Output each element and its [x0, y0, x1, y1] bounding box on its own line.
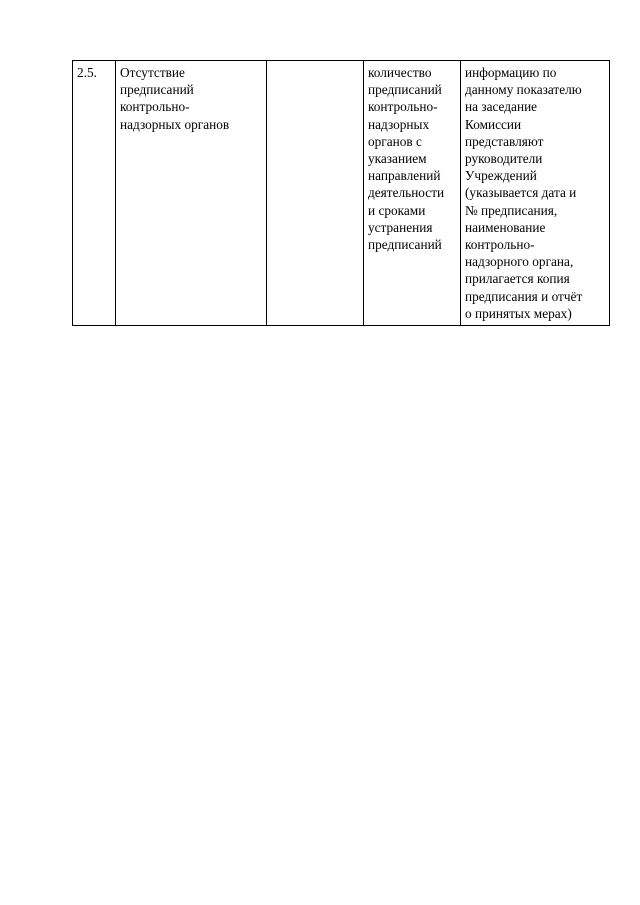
source-line: наименование [465, 219, 546, 235]
criteria-table [72, 60, 610, 326]
indicator-cell [116, 61, 267, 326]
indicator-line: контрольно- [120, 99, 190, 115]
source-line: Учреждений [465, 168, 537, 184]
row-number: 2.5. [77, 65, 97, 80]
empty-cell [267, 61, 364, 326]
indicator-line: надзорных органов [120, 116, 230, 132]
source-line: представляют [465, 133, 544, 149]
source-line: № предписания, [465, 202, 558, 218]
source-line: надзорного органа, [465, 254, 574, 270]
row-number-cell [73, 61, 116, 326]
table-row [73, 61, 610, 326]
source-line: о принятых мерах) [465, 305, 572, 321]
indicator-line: предписаний [120, 82, 194, 98]
source-line: на заседание [465, 99, 538, 115]
measure-line: предписаний [368, 237, 442, 253]
measure-line: контрольно- [368, 99, 438, 115]
source-line: Комиссии [465, 116, 522, 132]
measure-line: количество [368, 65, 432, 80]
measure-line: направлений [368, 168, 441, 184]
measure-cell [364, 61, 461, 326]
source-line: контрольно- [465, 237, 535, 253]
source-line: данному показателю [465, 82, 582, 98]
measure-line: предписаний [368, 82, 442, 98]
measure-line: и сроками [368, 202, 426, 218]
source-line: предписания и отчёт [465, 288, 583, 304]
measure-line: надзорных [368, 116, 430, 132]
source-line: (указывается дата и [465, 185, 577, 201]
source-line: информацию по [465, 65, 557, 80]
measure-line: устранения [368, 219, 433, 235]
measure-line: указанием [368, 151, 427, 167]
source-line: прилагается копия [465, 271, 570, 287]
source-line: руководители [465, 151, 543, 167]
indicator-line: Отсутствие [120, 65, 185, 80]
measure-line: органов с [368, 133, 422, 149]
source-cell [461, 61, 610, 326]
measure-line: деятельности [368, 185, 445, 201]
